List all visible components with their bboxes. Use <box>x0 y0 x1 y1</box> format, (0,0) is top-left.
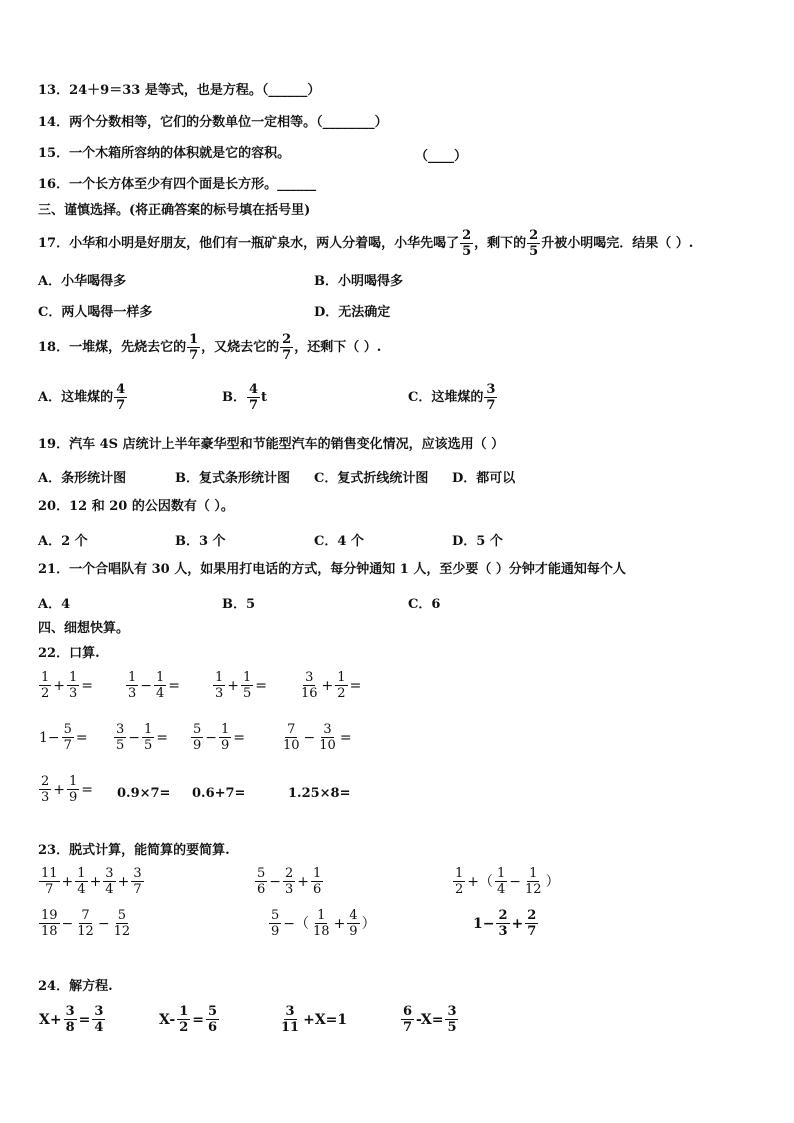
equation: X- $\frac{1}{2}$ = $\frac{5}{6}$ <box>159 1004 218 1035</box>
denominator: 5 <box>462 244 472 259</box>
q21-option-c: C．6 <box>408 597 441 612</box>
equation: $\frac{6}{7}$ -X= $\frac{3}{5}$ <box>403 1004 457 1035</box>
fraction <box>280 332 293 363</box>
section-4-heading: 四、细想快算。 <box>38 621 130 636</box>
q18-text-c: ，还剩下（ ）. <box>294 340 382 355</box>
denominator: 7 <box>282 348 292 363</box>
calc-expression: $\frac{11}{7}$ + $\frac{1}{4}$ + $\frac{3}{4}$ + $\frac{3}{7}$ <box>41 866 142 897</box>
numerator: 4 <box>116 382 126 397</box>
denominator: 7 <box>249 398 259 413</box>
fraction <box>187 332 200 363</box>
q17-option-d: D．无法确定 <box>314 305 391 320</box>
question-14: 14．两个分数相等，它们的分数单位一定相等。（________） <box>38 115 388 130</box>
q18-option-a-label: A．这堆煤的 <box>38 390 114 405</box>
oral-calc-item: $\frac{2}{3}$ + $\frac{1}{9}$ = <box>41 774 94 805</box>
q19-option-c: C．复式折线统计图 <box>314 471 429 486</box>
calc-expression: $\frac{5}{9}$ −（ $\frac{1}{18}$ + $\frac{4}{9}$ ） <box>271 908 376 939</box>
numerator: 2 <box>462 228 472 243</box>
oral-calc-item: 0.6+7= <box>192 786 246 801</box>
numerator: 2 <box>282 332 292 347</box>
q17-option-a: A．小华喝得多 <box>38 274 127 289</box>
question-15-text: 15．一个木箱所容纳的体积就是它的容积。 <box>38 146 291 161</box>
q20-option-c: C．4 个 <box>314 534 364 549</box>
numerator: 3 <box>486 382 496 397</box>
fraction <box>460 228 473 259</box>
numerator: 2 <box>529 228 539 243</box>
fraction <box>114 382 127 413</box>
question-19: 19．汽车 4S 店统计上半年豪华型和节能型汽车的销售变化情况，应该选用（ ） <box>38 437 505 452</box>
question-20: 20．12 和 20 的公因数有（ ）。 <box>38 499 234 514</box>
oral-calc-item: 0.9×7= <box>117 786 171 801</box>
fraction <box>484 382 497 413</box>
question-15-blank: （____） <box>415 149 468 164</box>
q18-option-c-label: C．这堆煤的 <box>408 390 484 405</box>
question-18 <box>38 330 381 366</box>
oral-calc-item: $\frac{1}{3}$ − $\frac{1}{4}$ = <box>128 670 181 701</box>
q18-option-a <box>38 380 128 416</box>
calc-expression: 1− $\frac{2}{3}$ + $\frac{2}{7}$ <box>473 908 537 939</box>
q21-option-b: B．5 <box>222 597 256 612</box>
fraction <box>247 382 260 413</box>
denominator: 7 <box>189 348 199 363</box>
q17-text-b: ，剩下的 <box>474 236 527 251</box>
oral-calc-item: $\frac{1}{3}$ + $\frac{1}{5}$ = <box>215 670 268 701</box>
question-23-title: 23．脱式计算，能简算的要简算. <box>38 843 230 858</box>
q19-option-d: D．都可以 <box>452 471 516 486</box>
denominator: 7 <box>116 398 126 413</box>
calc-expression: $\frac{5}{6}$ − $\frac{2}{3}$ + $\frac{1}{6}$ <box>257 866 322 897</box>
q18-option-b <box>222 380 267 416</box>
numerator: 1 <box>189 332 199 347</box>
question-16: 16．一个长方体至少有四个面是长方形。______ <box>38 177 317 192</box>
oral-calc-item: $\frac{1}{2}$ + $\frac{1}{3}$ = <box>41 670 94 701</box>
q18-text-a: 18．一堆煤，先烧去它的 <box>38 340 187 355</box>
q20-option-a: A．2 个 <box>38 534 88 549</box>
unit: t <box>261 390 268 405</box>
oral-calc-item: $\frac{3}{16}$ + $\frac{1}{2}$ = <box>301 670 362 701</box>
denominator: 5 <box>529 244 539 259</box>
oral-calc-item: 1.25×8= <box>288 786 351 801</box>
section-3-heading: 三、谨慎选择。(将正确答案的标号填在括号里) <box>38 203 311 218</box>
denominator: 7 <box>486 398 496 413</box>
q20-option-b: B．3 个 <box>175 534 226 549</box>
q18-text-b: ，又烧去它的 <box>201 340 280 355</box>
question-17 <box>38 226 693 262</box>
q19-option-b: B．复式条形统计图 <box>175 471 290 486</box>
q18-option-b-label: B． <box>222 390 246 405</box>
equation: X+ $\frac{3}{8}$ = $\frac{3}{4}$ <box>39 1004 104 1035</box>
q20-option-d: D．5 个 <box>452 534 503 549</box>
calc-expression: $\frac{1}{2}$ +（ $\frac{1}{4}$ − $\frac{1}{12}$ ） <box>455 866 560 897</box>
fraction <box>527 228 540 259</box>
numerator: 4 <box>249 382 259 397</box>
question-24-title: 24．解方程. <box>38 979 113 994</box>
question-21: 21．一个合唱队有 30 人，如果用打电话的方式，每分钟通知 1 人，至少要（ ）分钟才能通知每个人 <box>38 562 626 577</box>
q19-option-a: A．条形统计图 <box>38 471 127 486</box>
q21-option-a: A．4 <box>38 597 71 612</box>
oral-calc-item: $\frac{7}{10}$ − $\frac{3}{10}$ = <box>283 722 352 753</box>
q17-option-c: C．两人喝得一样多 <box>38 305 153 320</box>
oral-calc-item: $\frac{3}{5}$ − $\frac{1}{5}$ = <box>116 722 169 753</box>
oral-calc-item: $\frac{5}{9}$ − $\frac{1}{9}$ = <box>193 722 246 753</box>
q17-text-c: 升被小明喝完．结果（ ）. <box>541 236 694 251</box>
oral-calc-item: 1− $\frac{5}{7}$ = <box>39 722 88 753</box>
q17-text-a: 17．小华和小明是好朋友，他们有一瓶矿泉水，两人分着喝，小华先喝了 <box>38 236 460 251</box>
equation: $\frac{3}{11}$ +X=1 <box>281 1004 348 1035</box>
question-15 <box>38 145 290 163</box>
calc-expression: $\frac{19}{18}$ − $\frac{7}{12}$ − $\frac{5}{12}$ <box>41 908 131 939</box>
q18-option-c <box>408 380 498 416</box>
question-22-title: 22．口算. <box>38 646 100 661</box>
question-13: 13．24＋9＝33 是等式，也是方程。（______） <box>38 83 321 98</box>
q17-option-b: B．小明喝得多 <box>314 274 403 289</box>
